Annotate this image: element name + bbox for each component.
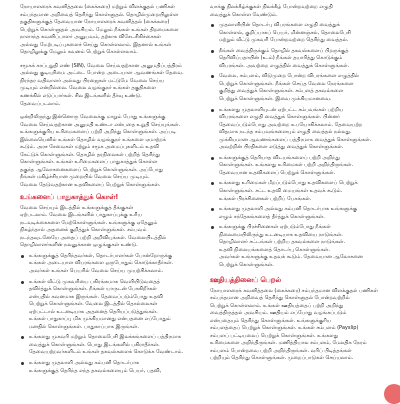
- text-line: மனதில் கொள்ளுங்கள். பாதுகாப்பாக இருங்கள்.: [29, 323, 139, 330]
- text-line: இல்லையெனில் உங்கள் தொழில் வழங்குநர் உங்களை ஏமாற்றக்: [20, 136, 166, 143]
- paragraph-continuation: [210, 4, 386, 19]
- text-line: தொழிலுக்கு மேலும் கவனம் பெற்றுக் கொள்ளலாம்.: [20, 49, 138, 56]
- text-line: உங்கள் வீட்டு முகவரியை பகிரங்கமாக வெளியிடுவதைத்: [29, 278, 160, 285]
- text-line: சம்பளத்தைப் பெற்றுக் கொள்ளுங்கள். உங்கள் சம்பளம் (Payslip): [210, 325, 359, 332]
- text-line: எழும் சந்தேகங்களைத் தீர்த்துக் கொள்ளுங்கள்.: [219, 213, 325, 220]
- text-line: உங்களது உரிமைகள் மீறப்படும்போது உதவிகளைப் பெற்றுக்: [219, 180, 358, 187]
- text-line: நீங்கள் வைத்திருக்கும் தொழில் தகவல்களைப் பிறருக்குத்: [219, 47, 349, 54]
- text-line: வாக்கு நிலக்கீழ்க்குகள் நிலக்கீழ் போன்றவற்றை எழுதி: [210, 4, 333, 10]
- text-line: உங்கள் பாதுகாப்பு மிக முக்கியமானது என்பதனை எப்போதும்: [29, 316, 171, 323]
- text-line: சம்பந்தமான அறிவைத் தெரிந்து கொள்ளுதல் போன்றவற்றில்: [210, 295, 350, 302]
- bullet-dot-icon: [21, 281, 24, 284]
- text-line: நோயாளரைக் கவனித்தலை (கைக்கரை) சம்பந்தமான விளக்குதல் பணிகள்: [210, 287, 378, 294]
- bullet-dot-icon: [211, 24, 214, 27]
- bullet-item: [210, 155, 386, 178]
- text-line: ஒன்றிலிருந்து இன்னொரு வேலைக்கு மாறும் போது உங்களுக்கு: [20, 114, 166, 121]
- text-line: வேலை தேடுவதற்கான உதவிகளைப் பெற்றுக் கொள்ளுங்கள்.: [20, 182, 161, 189]
- text-line: பெற்றுக் கொள்ளுங்கள். வேலை இடத்தில் தொல்லைகள்: [29, 301, 158, 308]
- paragraph-identity: [20, 63, 194, 108]
- paragraph-wages: [210, 288, 386, 363]
- bullet-dot-icon: [211, 157, 214, 160]
- text-line: என்பதில் கவனமாக இருங்கள். தேவைப்படும்போது உதவி: [29, 293, 163, 300]
- text-line: சம்பந்தமான அறிவைத் தெரிந்து கொள்ளுதல். தொழில்முறையிலுள்ள: [20, 11, 179, 18]
- text-line: உங்களது முதலாளி அல்லது கம்பனி தொடர்பாக உங்களுக்கு: [219, 206, 358, 213]
- text-line: பெற்றுக் கொள்ளுங்கள். நீங்கள் செய்த வேலை நேரங்களை: [219, 80, 354, 87]
- text-line: வேலை, சம்பளம், விடுமுறை போன்ற விபரங்களை எழுத்தில்: [219, 73, 359, 80]
- text-line: கொள்ளல், குறிப்பாகப் பெயர், மின்னஞ்சல், தொலைபேசி: [219, 29, 351, 36]
- bullet-item: [210, 107, 386, 152]
- text-line: முடியும் என்றில்லை. வேலை வழங்குநர் உங்கள் தகுதிகளை: [20, 85, 156, 92]
- text-line: கொள்ளுங்கள். சட்ட உதவி மையங்கள் உதவக் கூடும்.: [219, 188, 343, 195]
- text-line: தெரிவிப்பதாயின் (உ.ம்) நீங்கள் தயாரித்து கொடுக்கும்: [219, 55, 343, 62]
- bullet-dot-icon: [211, 50, 214, 53]
- text-line: வேலை செய்வதற்கான அனுமதி உண்டா என்பதை உறுதி செய்யுங்கள்.: [20, 121, 181, 128]
- text-line: உங்களுக்கு பிரச்சினைகள் ஏற்படும்போது நீங்கள்: [219, 224, 331, 231]
- section-heading-protect: உங்களைப் பாதுகாத்துக் கொள்!: [20, 192, 119, 201]
- text-line: அவற்றின் பிரதிகளை எடுத்து வைத்துக் கொள்ளுங்கள்.: [219, 144, 344, 151]
- text-line: முதலாளியின் தொடர்பு விபரங்களை எழுதி வைத்துக்: [219, 22, 340, 29]
- text-line: பற்றியும் தெரிந்து கொள்ளுங்கள். முறைப்பாடுகள் செய்யலாம்.: [210, 355, 354, 362]
- text-line: உங்களுக்குத் தெரிந்த எந்த தகவல்களையும் பெயர், பதவி,: [29, 367, 162, 374]
- text-line: வேலை செய்யும் இடத்தில் உங்களுக்குத் தீங்குகள்: [20, 204, 134, 211]
- text-line: உங்களுக்குரிய உரிமைகளைப் பற்றி அறிந்து கொள்ளுங்கள். அப்படி: [20, 129, 177, 136]
- text-line: உங்கள் பிரச்சினைகள் பற்றிப் பேசுங்கள்.: [219, 195, 312, 202]
- bullet-dot-icon: [211, 226, 214, 229]
- text-line: கணக்கில் எடுப்பார்கள். சில இடங்களில் தீர்வு உண்டு.: [20, 93, 142, 100]
- text-line: நிகழ்ந்தால் அதனைக் குறித்துக் கொள்ளுங்கள். சம்பவம்: [20, 227, 147, 234]
- text-line: கொள்ளுங்கள். உங்களது உரிமைகள் பற்றி அறிந்திருங்கள்.: [219, 162, 354, 169]
- text-line: பெற்றுக் கொள்ளுதல் அவசியம். மேலும் நீங்கள் உங்கள் திறமைகளை: [20, 26, 179, 33]
- text-line: நிரந்தர வதிவாளர் அல்லது பிரஜைகள் மட்டுமே வேலை செய்ய: [20, 77, 165, 84]
- text-line: ஏற்பட்டால் உடனடியாக அதனைத் தெரியப்படுத்துங்கள்.: [29, 308, 158, 315]
- bullet-item: [210, 22, 386, 45]
- text-line: வைத்துக் கொள்ளுங்கள். பொது இடங்களில் பகிராதீர்கள்.: [29, 341, 160, 348]
- text-line: சம்பளப் பட்டியலைப் பெற்றுக் கொள்ளுங்கள். உங்களது: [210, 332, 339, 339]
- text-line: முக்கியமான ஆவணங்களைப் பத்திரமாக வைத்துக் கொள்ளுங்கள்.: [219, 136, 372, 143]
- bullet-dot-icon: [211, 208, 214, 211]
- text-line: தகுந்த ஆலோசனைகளைப் பெற்றுக் கொள்ளுங்கள். அப்போது: [20, 166, 164, 173]
- text-line: வைத்துக் கொள்ள வேண்டும்.: [210, 11, 278, 18]
- paragraph-intro: [20, 4, 194, 57]
- text-line: தேவையான உதவிகளைப் பெற்றுக் கொள்ளுங்கள்.: [219, 169, 336, 176]
- bullet-item: [210, 206, 386, 221]
- text-line: உங்களுக்குத் தெரிந்தவர்கள், தொடர்பாளர்கள் போன்றோருக்கு: [29, 252, 173, 259]
- bullet-dot-icon: [211, 182, 214, 185]
- text-line: மற்றும் வீட்டு முகவரி போன்றவற்றை தெரிந்து வைத்தல்.: [219, 37, 349, 44]
- text-line: உங்களது முதலாளி அல்லது கம்பனி தொடர்பாக: [29, 359, 140, 366]
- text-line: சமூகக் காப்புறுதி எண் (SIN), வேலை செய்வதற்கான அனுமதிப்பத்திரம்: [20, 62, 182, 69]
- bullet-dot-icon: [21, 362, 24, 365]
- text-line: அல்லது மேற்படிப்புகளைச் செய்து கொள்ளலாம். இதனால் உங்கள்: [20, 41, 172, 48]
- bullet-item: [20, 360, 194, 375]
- text-line: ஏற்படலாம். வேலை இடங்களில் பாதுகாப்புக்கு உரிய: [20, 212, 142, 219]
- text-line: தேவையற்றவர்களிடம் உங்கள் தகவல்களைக் கொடுக்க வேண்டாம்.: [29, 349, 184, 356]
- right-column: [210, 4, 386, 363]
- text-line: தொழிலாளர்களின் நலனுக்கான ஒழுங்குகள் உண்டு.: [20, 242, 138, 249]
- paragraph-safety: [20, 205, 194, 250]
- text-line: பெற்றுக் கொள்ளுங்கள். இவை முக்கியமானவை.: [219, 96, 332, 103]
- bullet-item: [210, 180, 386, 203]
- text-line: வைத்திருத்தல் அவசியம். ஊதியம் எப்போது வழங்கப்படும்: [210, 310, 347, 317]
- text-line: நிலைமையிலிருந்து உடனடியாக உதவியை நாடுங்கள்.: [219, 231, 343, 238]
- text-line: தொழிலாளர் சட்டங்கள் பற்றிய தகவல்களை நாடுங்கள்.: [219, 239, 346, 246]
- text-line: குறித்து வைத்துக் கொள்ளுங்கள். சம்பளத் தகவல்களை: [219, 88, 344, 95]
- left-column: [20, 4, 194, 375]
- text-line: கூடும். அரச சேவைகள் மற்றும் சமூக அமைப்புகளிடம் உதவி: [20, 144, 160, 151]
- text-line: உதவி நிலையங்களைத் தொடர்பு கொள்ளுங்கள்.: [219, 246, 330, 253]
- text-line: அவர்கள் உங்கள் பெயரில் வேலை செய்ய முயற்சிக்கலாம்.: [29, 267, 164, 274]
- text-line: விபரங்களை எழுதி வைத்துக் கொள்ளுங்கள். பின்னர்: [219, 114, 340, 121]
- bullet-item: [20, 279, 194, 332]
- text-line: நீங்கள் மகிழ்ச்சியான முறையில் வேலை செய்ய முடியும்.: [20, 174, 150, 181]
- text-line: கேட்டுக் கொள்ளுங்கள். தொழில் தரநிலைகள் பற்றித் தெரிந்து: [20, 151, 161, 158]
- bullet-dot-icon: [21, 255, 24, 258]
- text-line: நாளாந்த கவனிப்பாளர் அனுபவம், தற்காக விசேடசிகிச்சைகள்: [20, 34, 161, 41]
- bullet-item: [210, 48, 386, 71]
- text-line: தேவைப்படும்போது அவற்றை உபயோகிக்கலாம். தேவையற்ற: [219, 121, 363, 128]
- text-line: உரிமைகளை அறிந்திருங்கள். மணித்தியால சம்பளம், மேலதிக நேரம்: [210, 340, 367, 347]
- section-heading-wages: ஊதியத்தினைப் பெறல்: [210, 275, 282, 284]
- text-line: தகுதிகளுக்குத் தேவையான நோயாளரைக் கவனித்தல் (கைக்கரை): [20, 19, 170, 26]
- text-line: நடவடிக்கைகளை மேற்கொள்ளுங்கள். உங்களுக்கு ஏதேனும்: [20, 219, 158, 226]
- text-line: விதமாக நடந்த சம்பவங்களையும் எழுதி வைத்தல் நல்லது.: [219, 129, 352, 136]
- text-line: உங்கள் அடையாள விபரங்களை ஒருபோதும் கொடுக்காதீர்கள்.: [29, 260, 173, 267]
- bullet-item: [20, 253, 194, 276]
- bullet-dot-icon: [211, 109, 214, 112]
- text-line: கொள்ளுங்கள். உங்கள் உரிமைகளைப் பாதுகாத்துக் கொள்ள: [20, 159, 158, 166]
- text-line: நடந்தவுடனேயே அதைப் பற்றி அறிவியுங்கள். வேலையிடத்தில்: [20, 234, 167, 241]
- bullet-item: [20, 334, 194, 357]
- corner-accent-shape: [384, 384, 400, 404]
- bullet-item: [210, 73, 386, 103]
- text-line: பெற்றுக் கொள்ளலாம். உங்கள் ஊதியத்தைப் பற்றி அறிந்து: [210, 302, 344, 309]
- text-line: என்பதையும் தெரிந்து கொள்ளுங்கள். உங்களுக்குரிய: [210, 317, 332, 324]
- text-line: சம்பளம் போன்றவை பற்றி அறிந்திருங்கள். வரிப் பிடித்தங்கள்: [210, 347, 352, 354]
- bullet-dot-icon: [211, 75, 214, 78]
- text-line: பெற்றுக் கொள்ளுங்கள்.: [219, 261, 274, 268]
- text-line: அவர்கள் உங்களுக்கு உதவக் கூடும். தேவையான ஆலோசனை: [219, 254, 363, 261]
- text-line: விபரங்கள். அவற்றை எழுத்தில் வைத்துக் கொள்ளுங்கள்.: [219, 62, 350, 69]
- text-line: தவிர்த்துக் கொள்ளுங்கள். நீங்கள் யாருடன் பேசுகிறீர்கள்: [29, 286, 157, 293]
- text-line: அல்லது குடியுரிமை அட்டை போன்ற அடையாள ஆவணங்கள் தேவை.: [20, 70, 184, 77]
- paragraph-rights: [20, 114, 194, 189]
- text-line: தேவைப்படலாம்.: [20, 100, 61, 107]
- text-line: உங்களது முதலாளியுடன் ஏற்பட்ட சம்பவங்கள் பற்றிய: [219, 106, 344, 113]
- bullet-item: [210, 224, 386, 269]
- text-line: உங்களுக்குத் தெரியாத விடயங்களைப் பற்றி அறிந்து: [219, 154, 340, 161]
- text-line: நோயாளரைக் கவனித்தலை (கைக்கரை) மற்றும் விளக்குதல் பணிகள்: [20, 4, 175, 10]
- bullet-dot-icon: [21, 336, 24, 339]
- text-line: உங்களது முகவரி மற்றும் தொலைபேசி இலக்கங்களைப் பத்திரமாக: [29, 334, 181, 341]
